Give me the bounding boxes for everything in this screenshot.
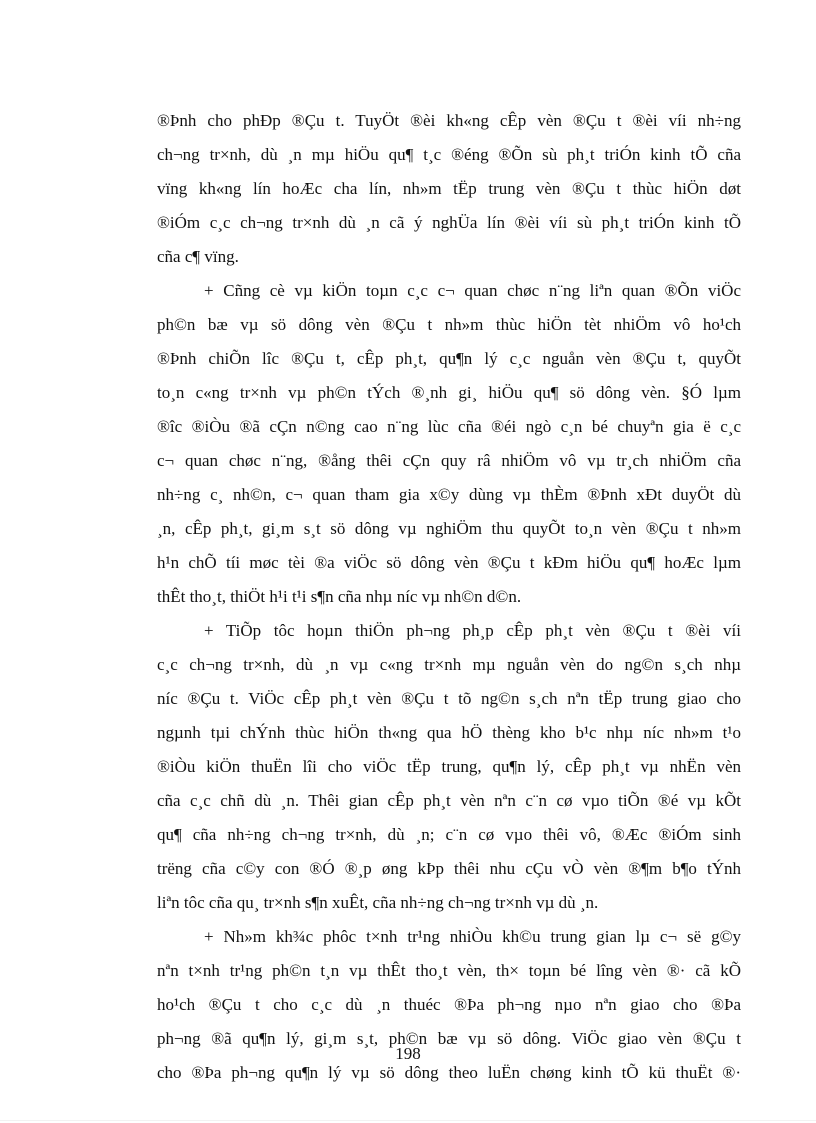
- text-line: c¸c ch¬ng tr×nh, dù ¸n vµ c«ng tr×nh mµ nguån vèn do ng©n s¸ch nhµ: [157, 655, 741, 674]
- text-line: cña c¶ vïng.: [157, 247, 239, 266]
- page-bottom-divider: [0, 1120, 816, 1121]
- text-line: ®Þnh cho phÐp ®Çu t. TuyÖt ®èi kh«ng cÊp vèn ®Çu t ®èi víi nh÷ng: [157, 111, 741, 130]
- text-line: thÊt tho¸t, thiÖt h¹i t¹i s¶n cña nhµ níc vµ nh©n d©n.: [157, 587, 522, 606]
- text-line: nªn t×nh tr¹ng ph©n t¸n vµ thÊt tho¸t vèn, th× toµn bé lîng vèn ®· cã kÕ: [157, 961, 741, 980]
- text-line: ®îc ®iÒu ®ã cÇn n©ng cao n¨ng lùc cña ®éi ngò c¸n bé chuyªn gia ë c¸c: [157, 417, 741, 436]
- text-line: liªn tôc cña qu¸ tr×nh s¶n xuÊt, cña nh÷ng ch¬ng tr×nh vµ dù ¸n.: [157, 893, 599, 912]
- text-line: + TiÕp tôc hoµn thiÖn ph¬ng ph¸p cÊp ph¸t vèn ®Çu t ®èi víi: [204, 621, 741, 640]
- text-line: cña c¸c chñ dù ¸n. Thêi gian cÊp ph¸t vèn nªn c¨n cø vµo tiÕn ®é vµ kÕt: [157, 791, 741, 810]
- text-line: + Nh»m kh¾c phôc t×nh tr¹ng nhiÒu kh©u trung gian lµ c¬ së g©y: [204, 927, 741, 946]
- body-text: [157, 104, 741, 1090]
- text-line: + Cñng cè vµ kiÖn toµn c¸c c¬ quan chøc n¨ng liªn quan ®Õn viÖc: [204, 281, 741, 300]
- text-line: to¸n c«ng tr×nh vµ ph©n tÝch ®¸nh gi¸ hiÖu qu¶ sö dông vèn. §Ó lµm: [157, 383, 741, 402]
- text-line: ch¬ng tr×nh, dù ¸n mµ hiÖu qu¶ t¸c ®éng ®Õn sù ph¸t triÓn kinh tÕ cña: [157, 145, 741, 164]
- text-line: nh÷ng c¸ nh©n, c¬ quan tham gia x©y dùng vµ thÈm ®Þnh xÐt duyÖt dù: [157, 485, 741, 504]
- text-line: qu¶ cña nh÷ng ch¬ng tr×nh, dù ¸n; c¨n cø vµo thêi vô, ®Æc ®iÓm sinh: [157, 825, 741, 844]
- text-line: ®Þnh chiÕn lîc ®Çu t, cÊp ph¸t, qu¶n lý c¸c nguån vèn ®Çu t, quyÕt: [157, 349, 741, 368]
- text-line: ®iÓm c¸c ch¬ng tr×nh dù ¸n cã ý nghÜa lín ®èi víi sù ph¸t triÓn kinh tÕ: [157, 213, 741, 232]
- text-line: ho¹ch ®Çu t cho c¸c dù ¸n thuéc ®Þa ph¬ng nµo nªn giao cho ®Þa: [157, 995, 741, 1014]
- text-line: ph©n bæ vµ sö dông vèn ®Çu t nh»m thùc hiÖn tèt nhiÖm vô ho¹ch: [157, 315, 741, 334]
- text-line: h¹n chÕ tíi møc tèi ®a viÖc sö dông vèn ®Çu t kÐm hiÖu qu¶ hoÆc lµm: [157, 553, 741, 572]
- text-line: c¬ quan chøc n¨ng, ®ång thêi cÇn quy râ nhiÖm vô vµ tr¸ch nhiÖm cña: [157, 451, 741, 470]
- text-line: níc ®Çu t. ViÖc cÊp ph¸t vèn ®Çu t tõ ng©n s¸ch nªn tËp trung giao cho: [157, 689, 741, 708]
- text-line: ®iÒu kiÖn thuËn lîi cho viÖc tËp trung, qu¶n lý, cÊp ph¸t vµ nhËn vèn: [157, 757, 741, 776]
- text-line: cho ®Þa ph¬ng qu¶n lý vµ sö dông theo luËn chøng kinh tÕ kü thuËt ®·: [157, 1063, 741, 1082]
- text-line: ph¬ng ®ã qu¶n lý, gi¸m s¸t, ph©n bæ vµ sö dông. ViÖc giao vèn ®Çu t: [157, 1029, 741, 1048]
- text-line: vïng kh«ng lín hoÆc cha lín, nh»m tËp trung vèn ®Çu t thùc hiÖn døt: [157, 179, 741, 198]
- text-line: ¸n, cÊp ph¸t, gi¸m s¸t sö dông vµ nghiÖm thu quyÕt to¸n vèn ®Çu t nh»m: [157, 519, 741, 538]
- page-number: 198: [395, 1044, 421, 1063]
- text-line: ngµnh tµi chÝnh thùc hiÖn th«ng qua hÖ thèng kho b¹c nhµ níc nh»m t¹o: [157, 723, 741, 742]
- text-line: trëng cña c©y con ®Ó ®¸p øng kÞp thêi nhu cÇu vÒ vèn ®¶m b¶o tÝnh: [157, 859, 741, 878]
